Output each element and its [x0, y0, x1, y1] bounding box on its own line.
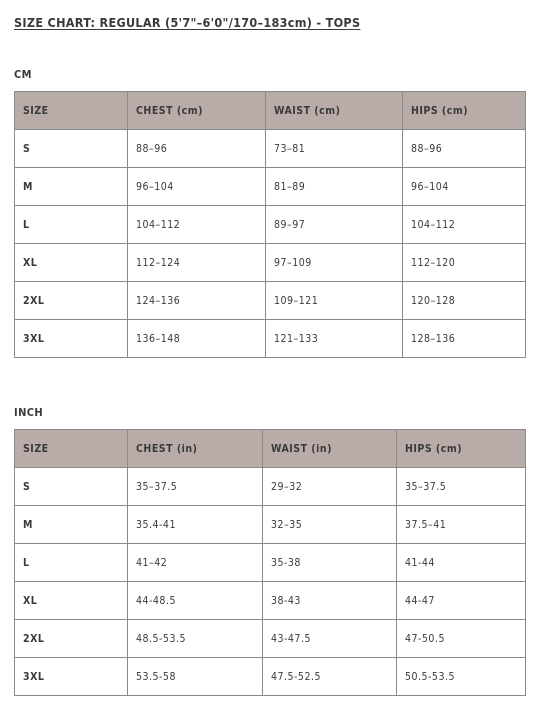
- hips-cell: 37.5–41: [397, 506, 526, 544]
- column-header-waist: WAIST (cm): [266, 92, 403, 130]
- cm-section-heading: CM: [14, 68, 32, 81]
- size-cell: XL: [15, 582, 128, 620]
- chest-cell: 124–136: [128, 282, 266, 320]
- size-cell: 2XL: [15, 620, 128, 658]
- column-header-size: SIZE: [15, 92, 128, 130]
- waist-cell: 109–121: [266, 282, 403, 320]
- hips-cell: 128–136: [403, 320, 526, 358]
- size-cell: M: [15, 506, 128, 544]
- hips-cell: 50.5-53.5: [397, 658, 526, 696]
- chest-cell: 35–37.5: [128, 468, 263, 506]
- table-row: [15, 544, 526, 582]
- hips-cell: 88–96: [403, 130, 526, 168]
- size-cell: L: [15, 206, 128, 244]
- hips-cell: 104–112: [403, 206, 526, 244]
- cm-size-table: [14, 91, 526, 358]
- chest-cell: 112–124: [128, 244, 266, 282]
- chest-cell: 35.4-41: [128, 506, 263, 544]
- table-header-row: [15, 430, 526, 468]
- column-header-size: SIZE: [15, 430, 128, 468]
- hips-cell: 44-47: [397, 582, 526, 620]
- column-header-hips: HIPS (cm): [397, 430, 526, 468]
- waist-cell: 32–35: [263, 506, 397, 544]
- table-row: [15, 282, 526, 320]
- waist-cell: 73–81: [266, 130, 403, 168]
- table-row: [15, 244, 526, 282]
- page-title: SIZE CHART: REGULAR (5'7"–6'0"/170–183cm) - TOPS: [14, 15, 361, 30]
- waist-cell: 29–32: [263, 468, 397, 506]
- table-row: [15, 506, 526, 544]
- hips-cell: 47-50.5: [397, 620, 526, 658]
- table-row: [15, 168, 526, 206]
- table-row: [15, 620, 526, 658]
- inch-section-heading: INCH: [14, 406, 44, 419]
- size-cell: S: [15, 130, 128, 168]
- chest-cell: 104–112: [128, 206, 266, 244]
- size-cell: L: [15, 544, 128, 582]
- table-header-row: [15, 92, 526, 130]
- table-row: [15, 658, 526, 696]
- chest-cell: 53.5-58: [128, 658, 263, 696]
- table-row: [15, 320, 526, 358]
- column-header-chest: CHEST (cm): [128, 92, 266, 130]
- table-row: [15, 206, 526, 244]
- table-row: [15, 468, 526, 506]
- hips-cell: 120–128: [403, 282, 526, 320]
- chest-cell: 41–42: [128, 544, 263, 582]
- size-cell: 3XL: [15, 320, 128, 358]
- waist-cell: 35-38: [263, 544, 397, 582]
- waist-cell: 97–109: [266, 244, 403, 282]
- size-cell: XL: [15, 244, 128, 282]
- size-cell: S: [15, 468, 128, 506]
- chest-cell: 136–148: [128, 320, 266, 358]
- inch-size-table: [14, 429, 526, 696]
- waist-cell: 47.5-52.5: [263, 658, 397, 696]
- size-cell: 2XL: [15, 282, 128, 320]
- column-header-hips: HIPS (cm): [403, 92, 526, 130]
- hips-cell: 41-44: [397, 544, 526, 582]
- hips-cell: 35–37.5: [397, 468, 526, 506]
- chest-cell: 44-48.5: [128, 582, 263, 620]
- size-cell: 3XL: [15, 658, 128, 696]
- waist-cell: 89–97: [266, 206, 403, 244]
- waist-cell: 38-43: [263, 582, 397, 620]
- chest-cell: 88–96: [128, 130, 266, 168]
- chest-cell: 96–104: [128, 168, 266, 206]
- hips-cell: 96–104: [403, 168, 526, 206]
- waist-cell: 81–89: [266, 168, 403, 206]
- table-row: [15, 130, 526, 168]
- hips-cell: 112–120: [403, 244, 526, 282]
- column-header-chest: CHEST (in): [128, 430, 263, 468]
- size-cell: M: [15, 168, 128, 206]
- column-header-waist: WAIST (in): [263, 430, 397, 468]
- waist-cell: 43-47.5: [263, 620, 397, 658]
- table-row: [15, 582, 526, 620]
- waist-cell: 121–133: [266, 320, 403, 358]
- chest-cell: 48.5-53.5: [128, 620, 263, 658]
